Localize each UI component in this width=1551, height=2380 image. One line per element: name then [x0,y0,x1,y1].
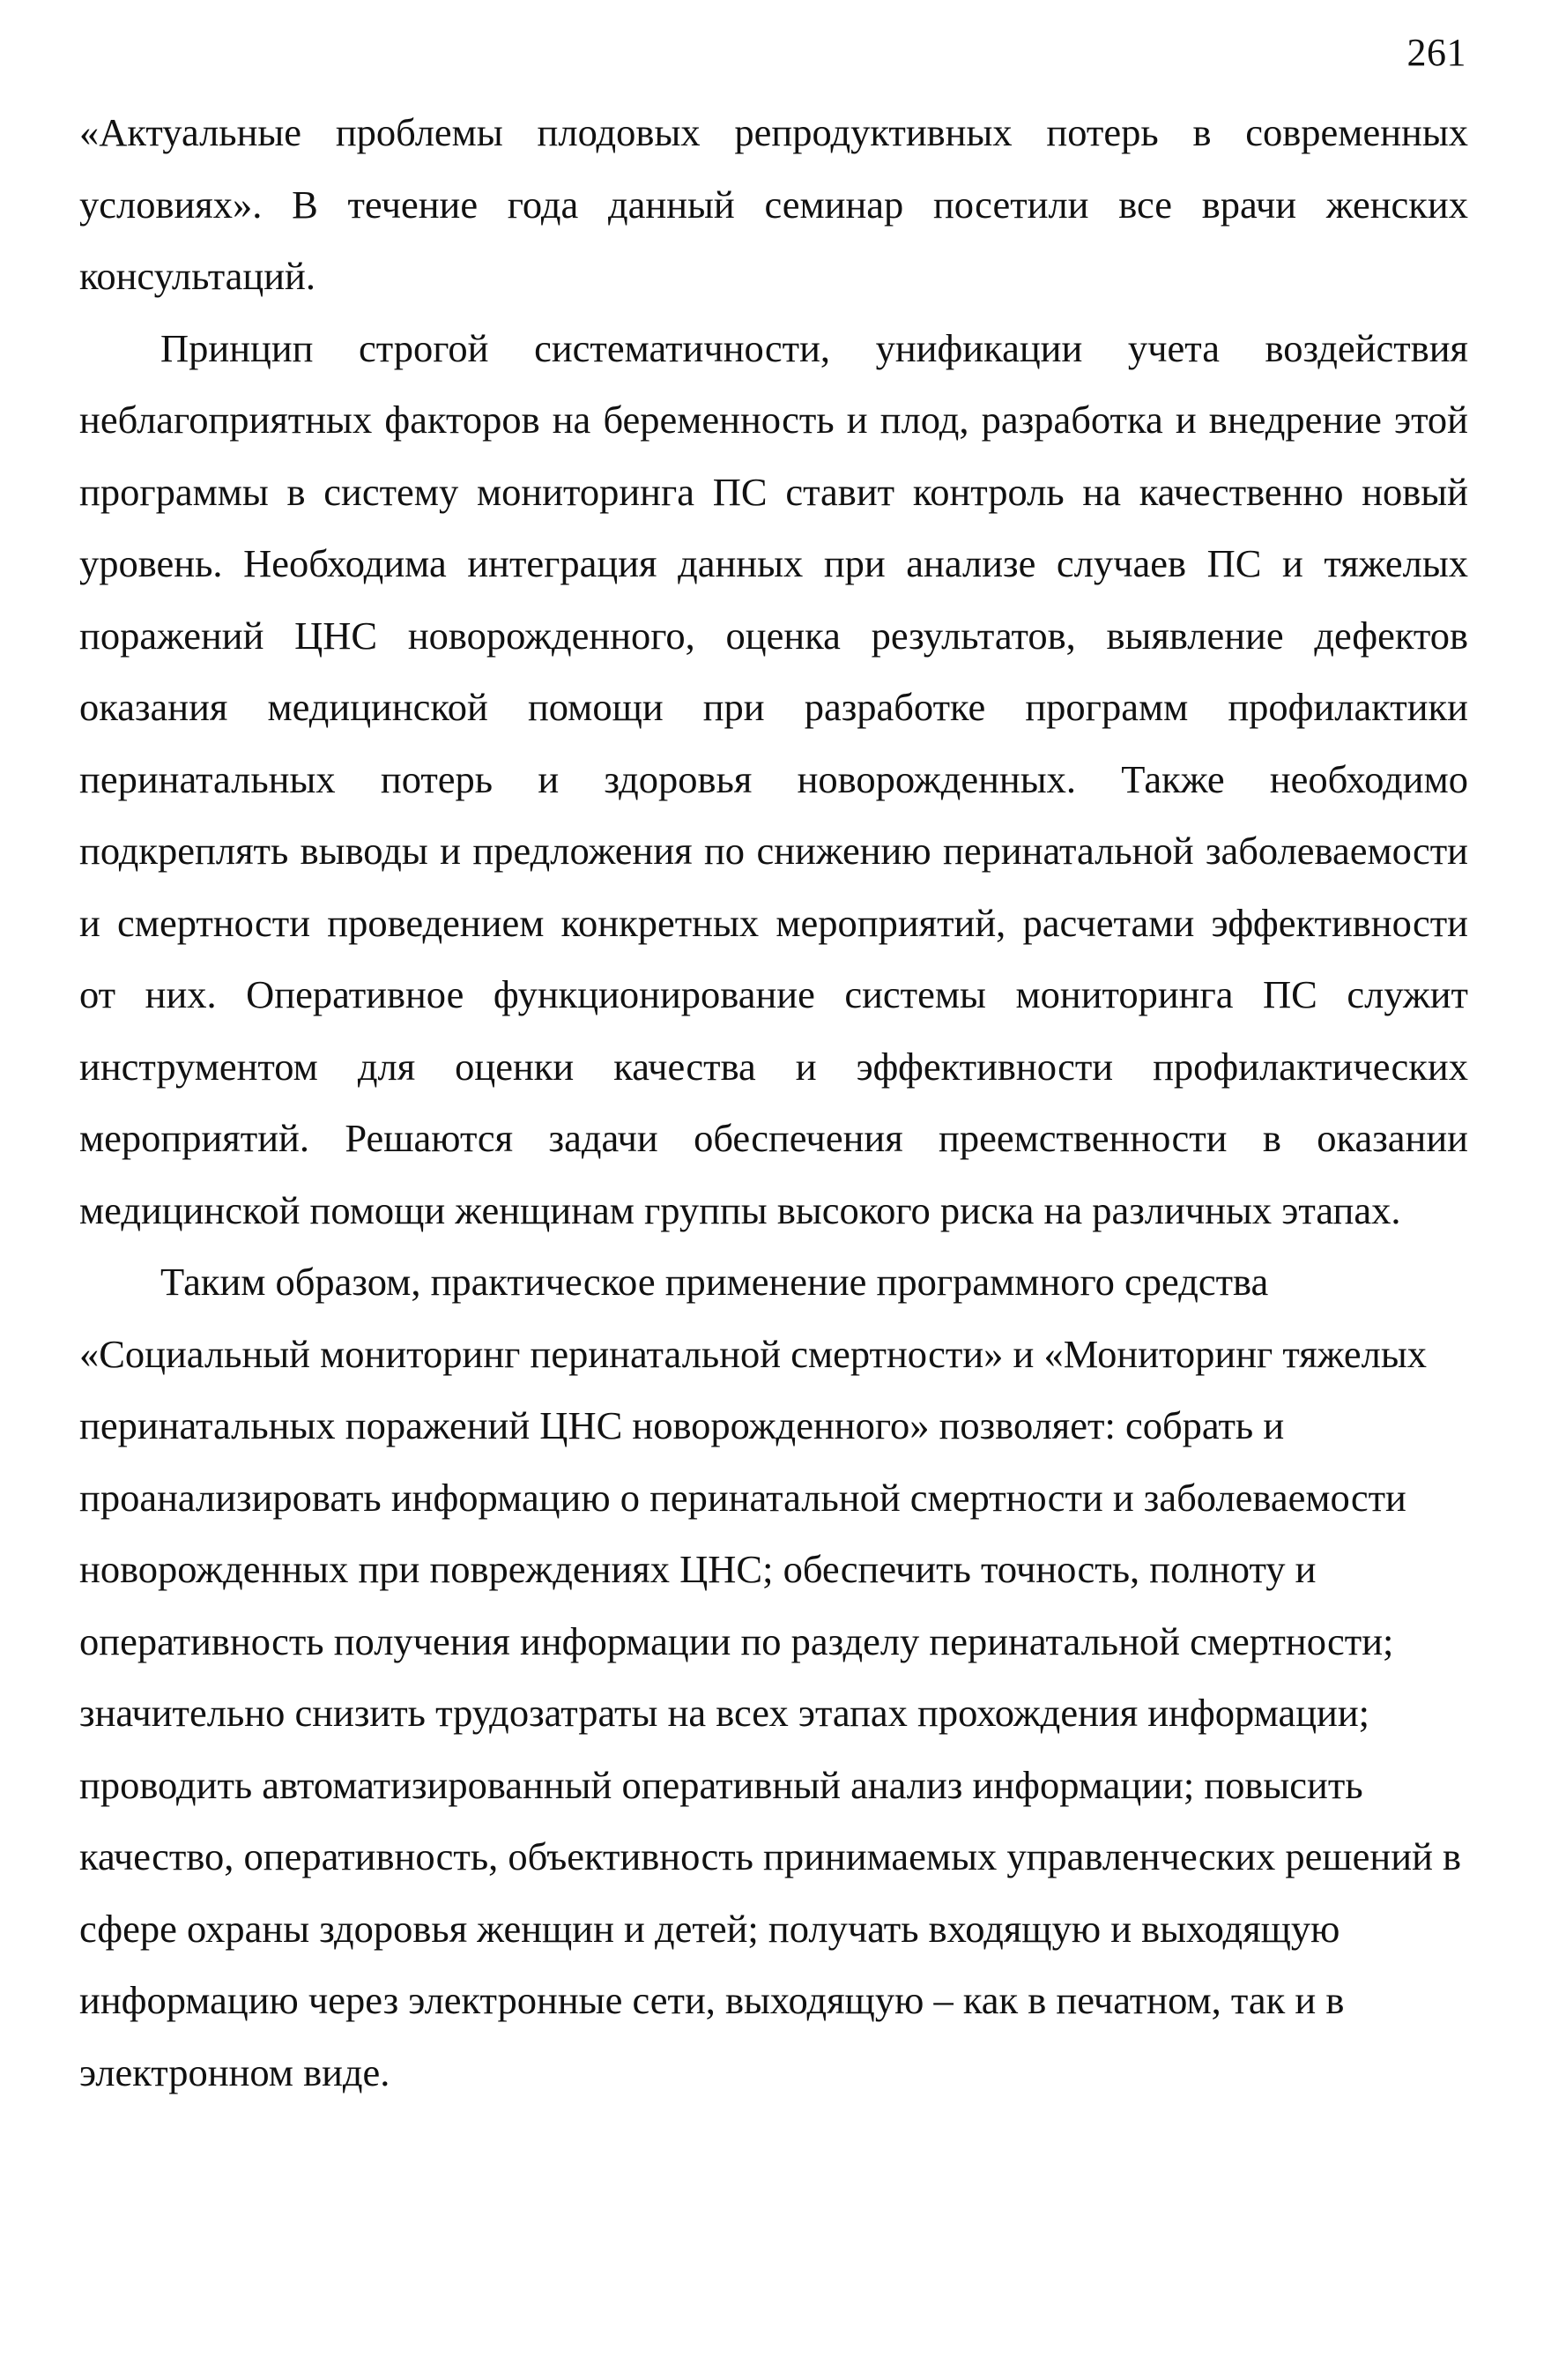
paragraph-conclusion: Таким образом, практическое применение программного средства «Социальный мониторинг перинатальной смертности» и «Мониторинг тяжелых перинатальных поражений ЦНС новорожденного» позволяет: собрать и проанализировать информацию о перинатальной смертности и заболеваемости новорожденных при повреждениях ЦНС; обеспечить точность, полноту и оперативность получения информации по разделу перинатальной смертности; значительно снизить трудозатраты на всех этапах прохождения информации; проводить автоматизированный оперативный анализ информации; повысить качество, оперативность, объективность принимаемых управленческих решений в сфере охраны здоровья женщин и детей; получать входящую и выходящую информацию через электронные сети, выходящую – как в печатном, так и в электронном виде. [79,1260,1462,2094]
body-text [79,97,1468,2109]
page-number: 261 [1406,31,1466,74]
paragraph-continuation: «Актуальные проблемы плодовых репродуктивных потерь в современных условиях». В течение года данный семинар посетили все врачи женских консультаций. [79,110,1468,298]
paragraph-monitoring-principle: Принцип строгой систематичности, унификации учета воздействия неблагоприятных факторов на беременность и плод, разработка и внедрение этой программы в систему мониторинга ПС ставит контроль на качественно новый уровень. Необходима интеграция данных при анализе случаев ПС и тяжелых поражений ЦНС новорожденного, оценка результатов, выявление дефектов оказания медицинской помощи при разработке программ профилактики перинатальных потерь и здоровья новорожденных. Также необходимо подкреплять выводы и предложения по снижению перинатальной заболеваемости и смертности проведением конкретных мероприятий, расчетами эффективности от них. Оперативное функционирование системы мониторинга ПС служит инструментом для оценки качества и эффективности профилактических мероприятий. Решаются задачи обеспечения преемственности в оказании медицинской помощи женщинам группы высокого риска на различных этапах. [79,325,1468,1232]
